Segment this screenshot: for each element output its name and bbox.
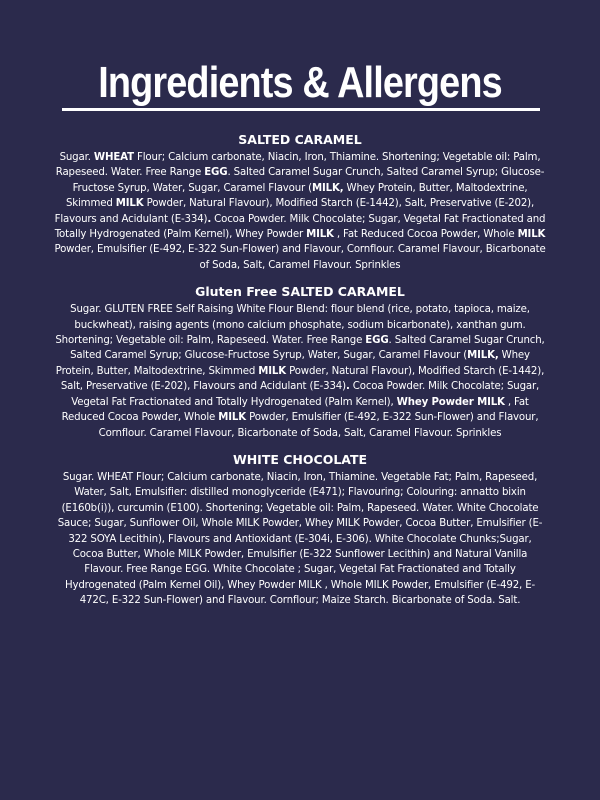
ingredient-text-segment: Powder, Natural Flavour), Modified Starch (E-1442), Salt, Preservative (E-202), Flavours and Acidulant (E-334) xyxy=(60,365,545,393)
allergen-highlight: EGG xyxy=(365,335,389,347)
ingredient-text-segment: Flour; Calcium carbonate, Niacin, Iron, Thiamine. Shortening; Vegetable oil: Palm, Rapeseed. Water. Free Range xyxy=(55,152,541,179)
ingredients-content xyxy=(52,131,548,619)
ingredient-text-segment: Sugar. xyxy=(59,152,94,163)
allergen-highlight: WHEAT xyxy=(93,152,134,163)
ingredient-text-segment: . Salted Caramel Sugar Crunch, Salted Caramel Syrup; Glucose-Fructose Syrup, Water, Sugar, Caramel Flavour ( xyxy=(72,167,545,194)
allergen-highlight: MILK, xyxy=(467,350,499,362)
allergen-highlight: MILK xyxy=(218,412,246,424)
section-heading: SALTED CARAMEL xyxy=(238,132,362,147)
allergen-highlight: Whey Powder MILK xyxy=(396,396,505,408)
allergen-highlight: . xyxy=(345,381,350,393)
ingredient-text-segment: Powder, Emulsifier (E-492, E-322 Sun-Flower) and Flavour, Cornflour. Caramel Flavour, Bicarbonate of Soda, Salt, Caramel Flavour. Sprinkles xyxy=(98,412,539,439)
ingredient-text-segment: Cocoa Powder. Milk Chocolate; Sugar, Vegetal Fat Fractionated and Totally Hydrogenated (Palm Kernel), Whey Powder xyxy=(54,213,546,241)
ingredient-text-segment: . Salted Caramel Sugar Crunch, Salted Caramel Syrup; Glucose-Fructose Syrup, Water, Sugar, Caramel Flavour ( xyxy=(70,335,545,362)
allergen-highlight: MILK xyxy=(517,229,546,241)
ingredient-text-segment: Powder, Natural Flavour), Modified Starch (E-1442), Salt, Preservative (E-202), Flavours and Acidulant (E-334) xyxy=(54,198,535,225)
allergen-highlight: . xyxy=(207,213,212,225)
ingredients-text xyxy=(52,150,548,273)
ingredient-text-segment: Sugar. WHEAT Flour; Calcium carbonate, Niacin, Iron, Thiamine. Vegetable Fat; Palm, Rapeseed, Water, Salt, Emulsifier: distilled monoglyceride (E471); Flavouring; Colouring: annatto bixin (E160b(i)), curcumin (E100). Shortening; Vegetable oil: Palm, Rapeseed. Water. White Chocolate Sauce; Sugar, Sunflower Oil, Whole MILK Powder, Whey MILK Powder, Cocoa Butter, Emulsifier (E-322 SOYA Lecithin), Flavours and Antioxidant (E-304i, E-306). White Chocolate Chunks;Sugar, Cocoa Butter, Whole MILK Powder, Emulsifier (E-322 Sunflower Lecithin) and Natural Vanilla Flavour. Free Range EGG. White Chocolate ; Sugar, Vegetal Fat Fractionated and Totally Hydrogenated (Palm Kernel Oil), Whey Powder MILK , Whole MILK Powder, Emulsifier (E-492, E-472C, E-322 Sun-Flower) and Flavour. Cornflour; Maize Starch. Bicarbonate of Soda. Salt. xyxy=(57,471,543,607)
ingredient-text-segment: Cocoa Powder. Milk Chocolate; Sugar, Vegetal Fat Fractionated and Totally Hydrogenated (Palm Kernel), xyxy=(71,381,540,408)
section-salted-caramel xyxy=(52,131,548,273)
page-title: Ingredients & Allergens xyxy=(98,58,502,107)
title-underline-divider xyxy=(62,108,540,111)
allergen-highlight: MILK xyxy=(306,229,334,241)
allergen-highlight: MILK xyxy=(258,365,286,377)
ingredient-text-segment: Sugar. GLUTEN FREE Self Raising White Flour Blend: flour blend (rice, potato, tapioca, maize, buckwheat), raising agents (mono calcium phosphate, sodium bicarbonate), xanthan gum. Shortening; Vegetable oil: Palm, Rapeseed. Water. Free Range xyxy=(55,304,530,347)
allergen-highlight: EGG xyxy=(204,167,228,179)
section-gluten-free-salted-caramel xyxy=(52,283,548,441)
section-heading: Gluten Free SALTED CARAMEL xyxy=(195,284,405,300)
ingredient-text-segment: Powder, Emulsifier (E-492, E-322 Sun-Flower) and Flavour, Cornflour. Caramel Flavour, Bicarbonate of Soda, Salt, Caramel Flavour. Sprinkles xyxy=(54,244,546,271)
ingredient-text-segment: , Fat Reduced Cocoa Powder, Whole xyxy=(61,396,529,424)
ingredient-text-segment: , Fat Reduced Cocoa Powder, Whole xyxy=(333,229,518,241)
allergen-highlight: MILK xyxy=(115,198,144,210)
section-heading: WHITE CHOCOLATE xyxy=(232,451,368,467)
section-white-chocolate xyxy=(52,451,548,609)
ingredients-text xyxy=(52,302,548,441)
ingredients-text xyxy=(52,470,548,609)
ingredient-text-segment: Whey Protein, Butter, Maltodextrine, Skimmed xyxy=(55,350,530,377)
ingredient-text-segment: Whey Protein, Butter, Maltodextrine, Skimmed xyxy=(65,182,528,210)
allergen-highlight: MILK, xyxy=(312,182,344,194)
